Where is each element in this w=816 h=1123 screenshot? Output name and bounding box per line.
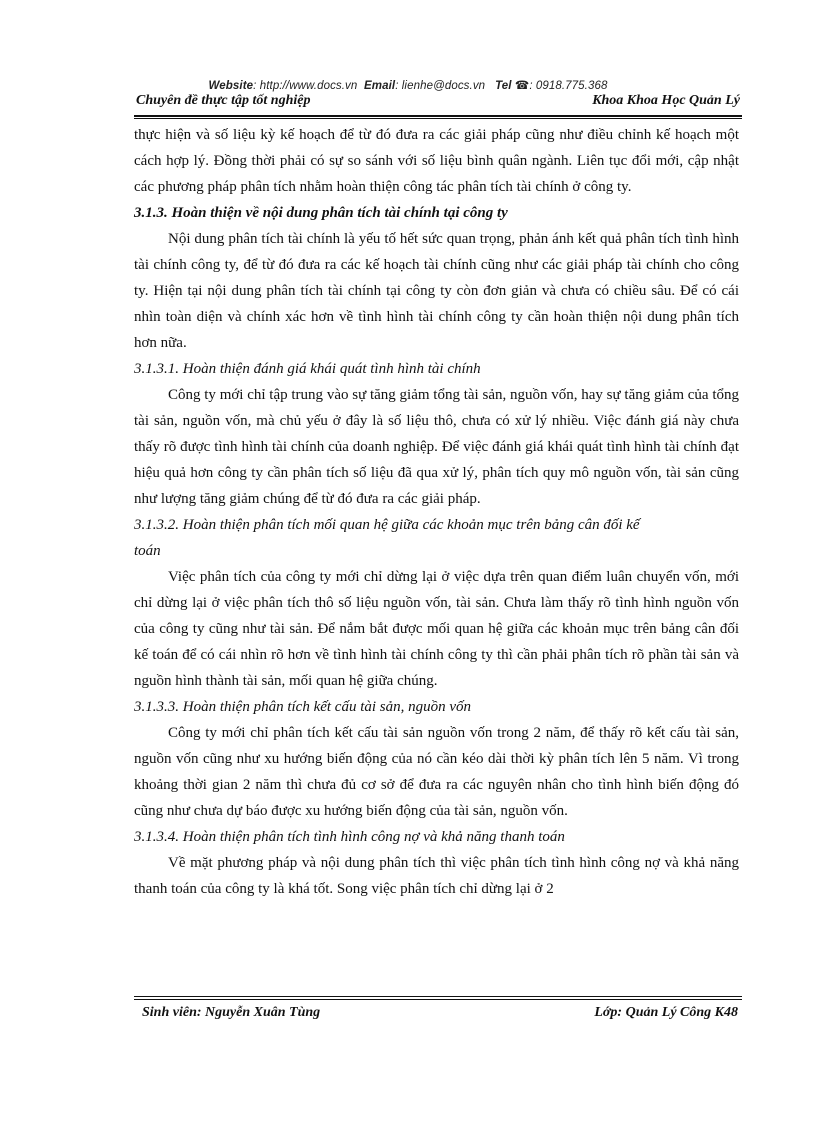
heading-3-1-3-2 <box>134 512 739 564</box>
heading-3-1-3-2-line2: toán <box>134 543 161 559</box>
header-topic: Chuyên đề thực tập tốt nghiệp <box>136 93 311 108</box>
footer-student: Sinh viên: Nguyễn Xuân Tùng <box>142 1005 321 1020</box>
heading-3-1-3: 3.1.3. Hoàn thiện về nội dung phân tích tài chính tại công ty <box>134 205 508 221</box>
website-label: Website <box>208 80 254 92</box>
tel-number: : 0918.775.368 <box>529 80 608 92</box>
header-rule <box>134 115 742 117</box>
paragraph-content-analysis: Nội dung phân tích tài chính là yếu tố hết sức quan trọng, phản ánh kết quả phân tích tình hình tài chính công ty, để từ đó đưa ra các kế hoạch tài chính cũng như các giải pháp tài chính cho công ty. Hiện tại nội dung phân tích tài chính tại công ty còn đơn giản và chưa có chiều sâu. Để có cái nhìn toàn diện và chính xác hơn về tình hình tài chính công ty cần hoàn thiện nội dung phân tích hơn nữa. <box>134 231 739 351</box>
header-rule-thin <box>134 118 742 119</box>
paragraph-continued: thực hiện và số liệu kỳ kế hoạch để từ đó đưa ra các giải pháp cũng như điều chỉnh kế hoạch một cách hợp lý. Đồng thời phải có sự so sánh với số liệu bình quân ngành. Liên tục đổi mới, cập nhật các phương pháp phân tích nhằm hoàn thiện công tác phân tích tài chính ở công ty. <box>134 127 739 195</box>
heading-3-1-3-3: 3.1.3.3. Hoàn thiện phân tích kết cấu tài sản, nguồn vốn <box>134 699 472 715</box>
header-faculty: Khoa Khoa Học Quản Lý <box>592 93 740 108</box>
page-header <box>136 93 740 113</box>
footer-class: Lớp: Quản Lý Công K48 <box>594 1005 738 1020</box>
email-address: : lienhe@docs.vn <box>395 80 486 92</box>
page-footer <box>136 1005 738 1025</box>
heading-3-1-3-2-line1: 3.1.3.2. Hoàn thiện phân tích mối quan hệ giữa các khoản mục trên bảng cân đối kế <box>134 517 640 533</box>
email-label: Email <box>364 80 396 92</box>
heading-3-1-3-1: 3.1.3.1. Hoàn thiện đánh giá khái quát tình hình tài chính <box>134 361 481 377</box>
footer-rule-thin <box>134 999 742 1000</box>
heading-3-1-3-4: 3.1.3.4. Hoàn thiện phân tích tình hình công nợ và khả năng thanh toán <box>134 829 565 845</box>
paragraph-overview: Công ty mới chỉ tập trung vào sự tăng giảm tổng tài sản, nguồn vốn, hay sự tăng giảm của tổng tài sản, nguồn vốn, mà chủ yếu ở đây là số liệu thô, chưa có xử lý nhiều. Việc đánh giá này chưa thấy rõ được tình hình tài chính của doanh nghiệp. Để việc đánh giá khái quát tình hình tài chính đạt hiệu quả hơn công ty cần phân tích số liệu đã qua xử lý, phân tích quy mô nguồn vốn, tài sản cũng như lượng tăng giảm chúng để từ đó đưa ra các giải pháp. <box>134 387 739 507</box>
paragraph-balance-sheet: Việc phân tích của công ty mới chỉ dừng lại ở việc dựa trên quan điểm luân chuyển vốn, mới chỉ dừng lại ở việc phân tích thô số liệu nguồn vốn, tài sản. Chưa làm thấy rõ tình hình nguồn vốn của công ty cũng như tài sản. Để nắm bắt được mối quan hệ giữa các khoản mục trên bảng cân đối kế toán để có cái nhìn rõ hơn về tình hình tài chính công ty thì cần phải phân tích rõ phần tài sản và nguồn hình thành tài sản, mối quan hệ giữa chúng. <box>134 569 739 689</box>
document-body <box>134 122 739 902</box>
tel-label: Tel <box>495 80 512 92</box>
phone-icon: ☎ <box>514 80 530 92</box>
paragraph-structure: Công ty mới chỉ phân tích kết cấu tài sản nguồn vốn trong 2 năm, để thấy rõ kết cấu tài sản, nguồn vốn cũng như xu hướng biến động của nó cần kéo dài thời kỳ phân tích lên 5 năm. Vì trong khoảng thời gian 2 năm thì chưa đủ cơ sở để đưa ra các nguyên nhân cho tình hình biến động đó cũng như chưa dự báo được xu hướng biến động của tài sản, nguồn vốn. <box>134 725 739 819</box>
footer-rule <box>134 996 742 997</box>
paragraph-liabilities: Về mặt phương pháp và nội dung phân tích thì việc phân tích tình hình công nợ và khả năng thanh toán của công ty là khá tốt. Song việc phân tích chỉ dừng lại ở 2 <box>134 855 739 897</box>
website-contact-line <box>0 78 816 92</box>
website-url: : http://www.docs.vn <box>253 80 358 92</box>
